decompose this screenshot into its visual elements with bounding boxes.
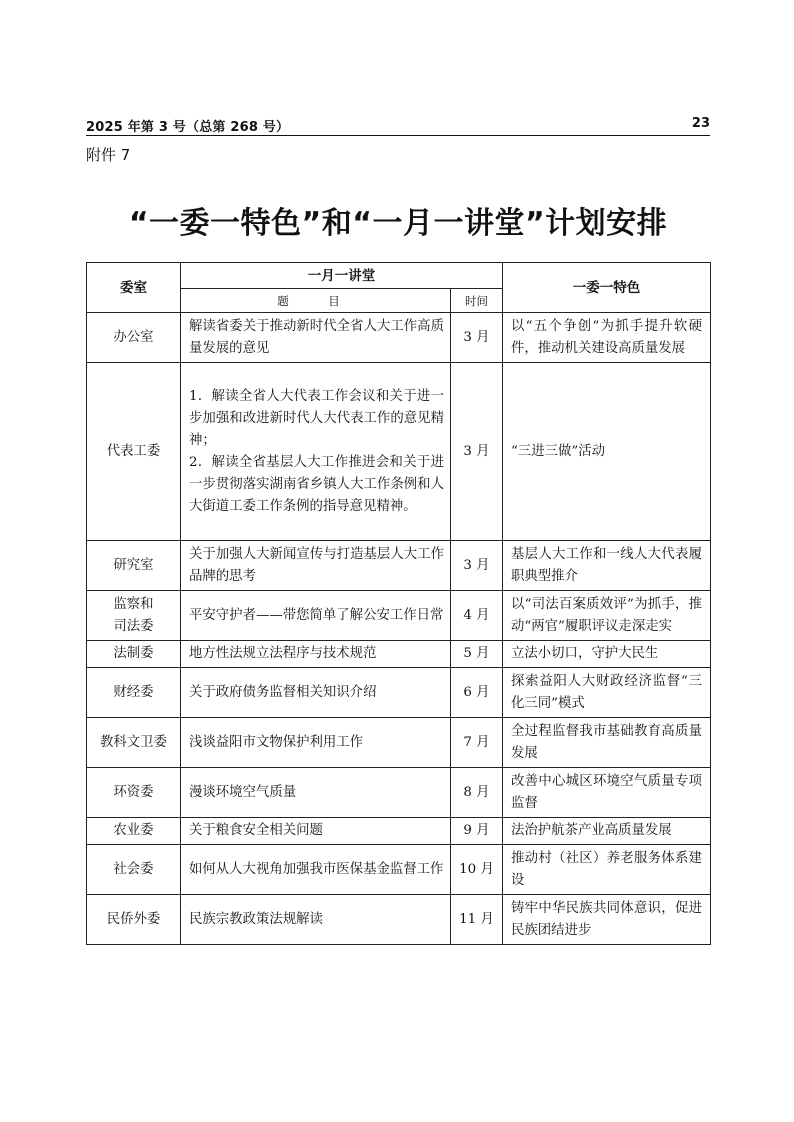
committee-cell: 法制委	[87, 641, 181, 668]
topic-cell: 平安守护者——带您简单了解公安工作日常	[181, 591, 451, 641]
issue-label: 2025 年第 3 号（总第 268 号）	[86, 120, 290, 135]
feature-cell: “三进三做”活动	[503, 363, 711, 541]
table-row	[87, 718, 711, 768]
topic-item: 1．解读全省人大代表工作会议和关于进一步加强和改进新时代人大代表工作的意见精神；	[189, 388, 444, 448]
table-row	[87, 845, 711, 895]
month-cell: 11 月	[451, 895, 503, 945]
feature-cell: 法治护航茶产业高质量发展	[503, 818, 711, 845]
topic-cell: 民族宗教政策法规解读	[181, 895, 451, 945]
committee-cell: 环资委	[87, 768, 181, 818]
feature-cell: 探索益阳人大财政经济监督“三化三同”模式	[503, 668, 711, 718]
topic-cell: 如何从人大视角加强我市医保基金监督工作	[181, 845, 451, 895]
topic-cell: 解读省委关于推动新时代全省人大工作高质量发展的意见	[181, 313, 451, 363]
header-feature: 一委一特色	[503, 263, 711, 313]
committee-cell: 社会委	[87, 845, 181, 895]
table-row	[87, 818, 711, 845]
month-cell: 6 月	[451, 668, 503, 718]
month-cell: 4 月	[451, 591, 503, 641]
table-row	[87, 668, 711, 718]
page-number: 23	[691, 116, 710, 131]
committee-line: 监察和	[113, 596, 154, 612]
feature-cell: 基层人大工作和一线人大代表履职典型推介	[503, 541, 711, 591]
committee-cell: 财经委	[87, 668, 181, 718]
topic-cell: 关于加强人大新闻宣传与打造基层人大工作品牌的思考	[181, 541, 451, 591]
plan-table	[86, 262, 711, 945]
feature-cell: 立法小切口，守护大民生	[503, 641, 711, 668]
page-header	[86, 116, 710, 136]
feature-cell: 改善中心城区环境空气质量专项监督	[503, 768, 711, 818]
table-row	[87, 768, 711, 818]
month-cell: 8 月	[451, 768, 503, 818]
feature-cell: 铸牢中华民族共同体意识，促进民族团结进步	[503, 895, 711, 945]
table-row	[87, 541, 711, 591]
feature-cell: 以“五个争创”为抓手提升软硬件，推动机关建设高质量发展	[503, 313, 711, 363]
committee-cell	[87, 591, 181, 641]
committee-cell: 民侨外委	[87, 895, 181, 945]
committee-cell: 教科文卫委	[87, 718, 181, 768]
month-cell: 7 月	[451, 718, 503, 768]
committee-cell: 农业委	[87, 818, 181, 845]
header-committee: 委室	[87, 263, 181, 313]
committee-cell: 办公室	[87, 313, 181, 363]
topic-cell: 关于粮食安全相关问题	[181, 818, 451, 845]
table-row	[87, 641, 711, 668]
month-cell: 5 月	[451, 641, 503, 668]
topic-cell: 浅谈益阳市文物保护利用工作	[181, 718, 451, 768]
month-cell: 9 月	[451, 818, 503, 845]
committee-line: 司法委	[113, 618, 154, 634]
table-row	[87, 313, 711, 363]
header-time: 时间	[451, 289, 503, 313]
month-cell: 3 月	[451, 313, 503, 363]
header-rule	[86, 135, 710, 136]
attachment-label: 附件 7	[86, 146, 131, 164]
table-row	[87, 895, 711, 945]
table-row	[87, 591, 711, 641]
topic-cell	[181, 363, 451, 541]
topic-cell: 关于政府债务监督相关知识介绍	[181, 668, 451, 718]
feature-cell: 全过程监督我市基础教育高质量发展	[503, 718, 711, 768]
document-title: “一委一特色”和“一月一讲堂”计划安排	[128, 206, 668, 241]
month-cell: 3 月	[451, 363, 503, 541]
month-cell: 10 月	[451, 845, 503, 895]
feature-cell: 推动村（社区）养老服务体系建设	[503, 845, 711, 895]
header-topic: 题 目	[181, 289, 451, 313]
month-cell: 3 月	[451, 541, 503, 591]
committee-cell: 代表工委	[87, 363, 181, 541]
header-lecture: 一月一讲堂	[181, 263, 503, 289]
committee-cell: 研究室	[87, 541, 181, 591]
topic-cell: 地方性法规立法程序与技术规范	[181, 641, 451, 668]
feature-cell: 以“司法百案质效评”为抓手，推动“两官”履职评议走深走实	[503, 591, 711, 641]
topic-cell: 漫谈环境空气质量	[181, 768, 451, 818]
topic-item: 2．解读全省基层人大工作推进会和关于进一步贯彻落实湖南省乡镇人大工作条例和人大街道工委工作条例的指导意见精神。	[189, 454, 444, 514]
table-row	[87, 363, 711, 541]
